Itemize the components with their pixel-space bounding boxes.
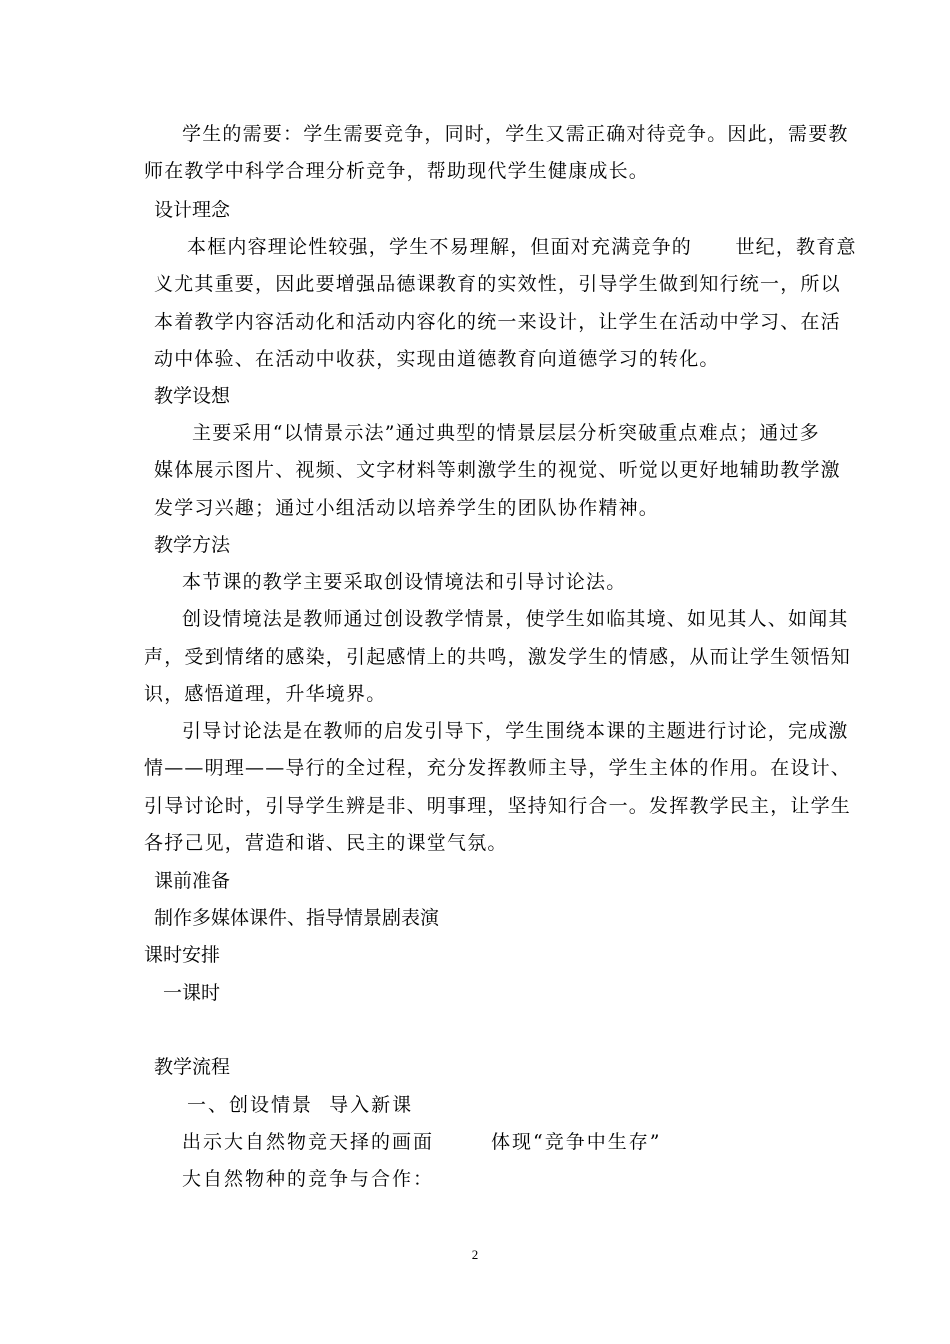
heading-teaching-idea: 教学设想 xyxy=(154,385,231,407)
para-design-line1: 本框内容理论性较强，学生不易理解，但面对充满竞争的 世纪，教育意 xyxy=(187,236,857,258)
para-design-line3: 本着教学内容活动化和活动内容化的统一来设计，让学生在活动中学习、在活 xyxy=(154,311,841,333)
class-hours-text: 一课时 xyxy=(163,982,221,1004)
flow-survival-note: 体现“竞争中生存” xyxy=(491,1131,662,1153)
para-student-needs-line2: 师在教学中科学合理分析竞争，帮助现代学生健康成长。 xyxy=(144,160,650,182)
para-situation-line2: 声，受到情绪的感染，引起感情上的共鸣，激发学生的情感，从而让学生领悟知 xyxy=(144,646,852,668)
heading-class-hours: 课时安排 xyxy=(144,944,221,966)
heading-teaching-flow: 教学流程 xyxy=(154,1056,231,1078)
heading-preparation: 课前准备 xyxy=(154,870,231,892)
para-idea-line3: 发学习兴趣；通过小组活动以培养学生的团队协作精神。 xyxy=(154,497,660,519)
flow-nature-picture: 出示大自然物竞天择的画面 xyxy=(182,1131,435,1153)
para-discussion-line3: 引导讨论时，引导学生辨是非、明事理，坚持知行合一。发挥教学民主，让学生 xyxy=(144,795,852,817)
para-situation-line3: 识，感悟道理，升华境界。 xyxy=(144,683,387,705)
para-method-intro: 本节课的教学主要采取创设情境法和引导讨论法。 xyxy=(182,571,627,593)
para-discussion-line2: 情——明理——导行的全过程，充分发挥教师主导，学生主体的作用。在设计、 xyxy=(144,757,852,779)
preparation-text: 制作多媒体课件、指导情景剧表演 xyxy=(154,907,440,929)
heading-teaching-method: 教学方法 xyxy=(154,534,231,556)
para-design-line2: 义尤其重要，因此要增强品德课教育的实效性，引导学生做到知行统一，所以 xyxy=(154,273,841,295)
para-student-needs-line1: 学生的需要：学生需要竞争，同时，学生又需正确对待竞争。因此，需要教 xyxy=(182,123,849,145)
page-number: 2 xyxy=(471,1247,479,1262)
para-design-line4: 动中体验、在活动中收获，实现由道德教育向道德学习的转化。 xyxy=(154,348,720,370)
flow-step-1: 一、创设情景 导入新课 xyxy=(187,1094,414,1116)
para-discussion-line4: 各抒己见，营造和谐、民主的课堂气氛。 xyxy=(144,832,508,854)
para-situation-line1: 创设情境法是教师通过创设教学情景，使学生如临其境、如见其人、如闻其 xyxy=(182,608,849,630)
flow-species-competition: 大自然物种的竞争与合作： xyxy=(182,1168,435,1190)
para-idea-line2: 媒体展示图片、视频、文字材料等刺激学生的视觉、听觉以更好地辅助教学激 xyxy=(154,459,841,481)
heading-design-concept: 设计理念 xyxy=(154,199,231,221)
para-discussion-line1: 引导讨论法是在教师的启发引导下，学生围绕本课的主题进行讨论，完成激 xyxy=(182,720,849,742)
para-idea-line1: 主要采用“以情景示法”通过典型的情景层层分析突破重点难点；通过多 xyxy=(192,422,820,444)
